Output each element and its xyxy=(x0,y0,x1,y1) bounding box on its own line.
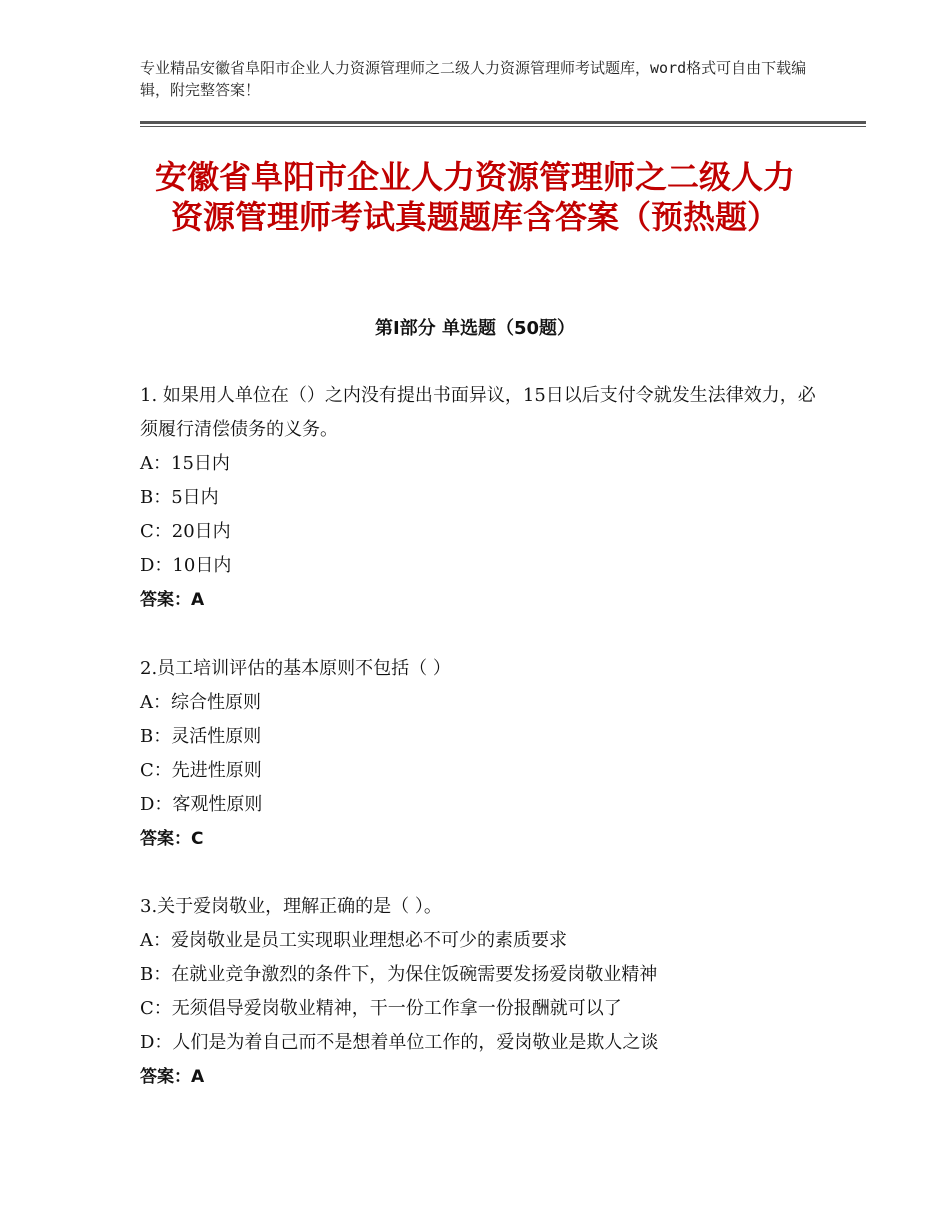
option-a: A：爱岗敬业是员工实现职业理想必不可少的素质要求 xyxy=(140,930,567,951)
question-stem: 1. 如果用人单位在（）之内没有提出书面异议，15日以后支付令就发生法律效力，必须履行清偿债务的义务。 xyxy=(140,385,816,440)
option-b: B：5日内 xyxy=(140,487,219,508)
question-3 xyxy=(140,890,830,1094)
question-stem: 2.员工培训评估的基本原则不包括（ ） xyxy=(140,658,451,679)
option-b: B：在就业竞争激烈的条件下，为保住饭碗需要发扬爱岗敬业精神 xyxy=(140,964,658,985)
option-c: C：无须倡导爱岗敬业精神，干一份工作拿一份报酬就可以了 xyxy=(140,998,622,1019)
document-title: 安徽省阜阳市企业人力资源管理师之二级人力资源管理师考试真题题库含答案（预热题） xyxy=(154,158,795,236)
answer: 答案：A xyxy=(140,590,205,610)
question-stem: 3.关于爱岗敬业，理解正确的是（ ）。 xyxy=(140,896,442,917)
option-c: C：先进性原则 xyxy=(140,760,262,781)
option-b: B：灵活性原则 xyxy=(140,726,262,747)
header-divider-thin xyxy=(140,126,866,127)
option-a: A：综合性原则 xyxy=(140,692,261,713)
answer: 答案：C xyxy=(140,829,204,849)
option-c: C：20日内 xyxy=(140,521,231,542)
option-a: A：15日内 xyxy=(140,453,230,474)
section-title: 第Ⅰ部分 单选题（50题） xyxy=(374,318,575,339)
option-d: D：人们是为着自己而不是想着单位工作的，爱岗敬业是欺人之谈 xyxy=(140,1032,659,1053)
option-d: D：客观性原则 xyxy=(140,794,263,815)
header-divider-thick xyxy=(140,121,866,124)
option-d: D：10日内 xyxy=(140,555,232,576)
header-note: 专业精品安徽省阜阳市企业人力资源管理师之二级人力资源管理师考试题库，word格式可自由下载编辑，附完整答案！ xyxy=(140,59,807,99)
question-2 xyxy=(140,652,830,856)
answer: 答案：A xyxy=(140,1067,205,1087)
question-1 xyxy=(140,379,830,617)
